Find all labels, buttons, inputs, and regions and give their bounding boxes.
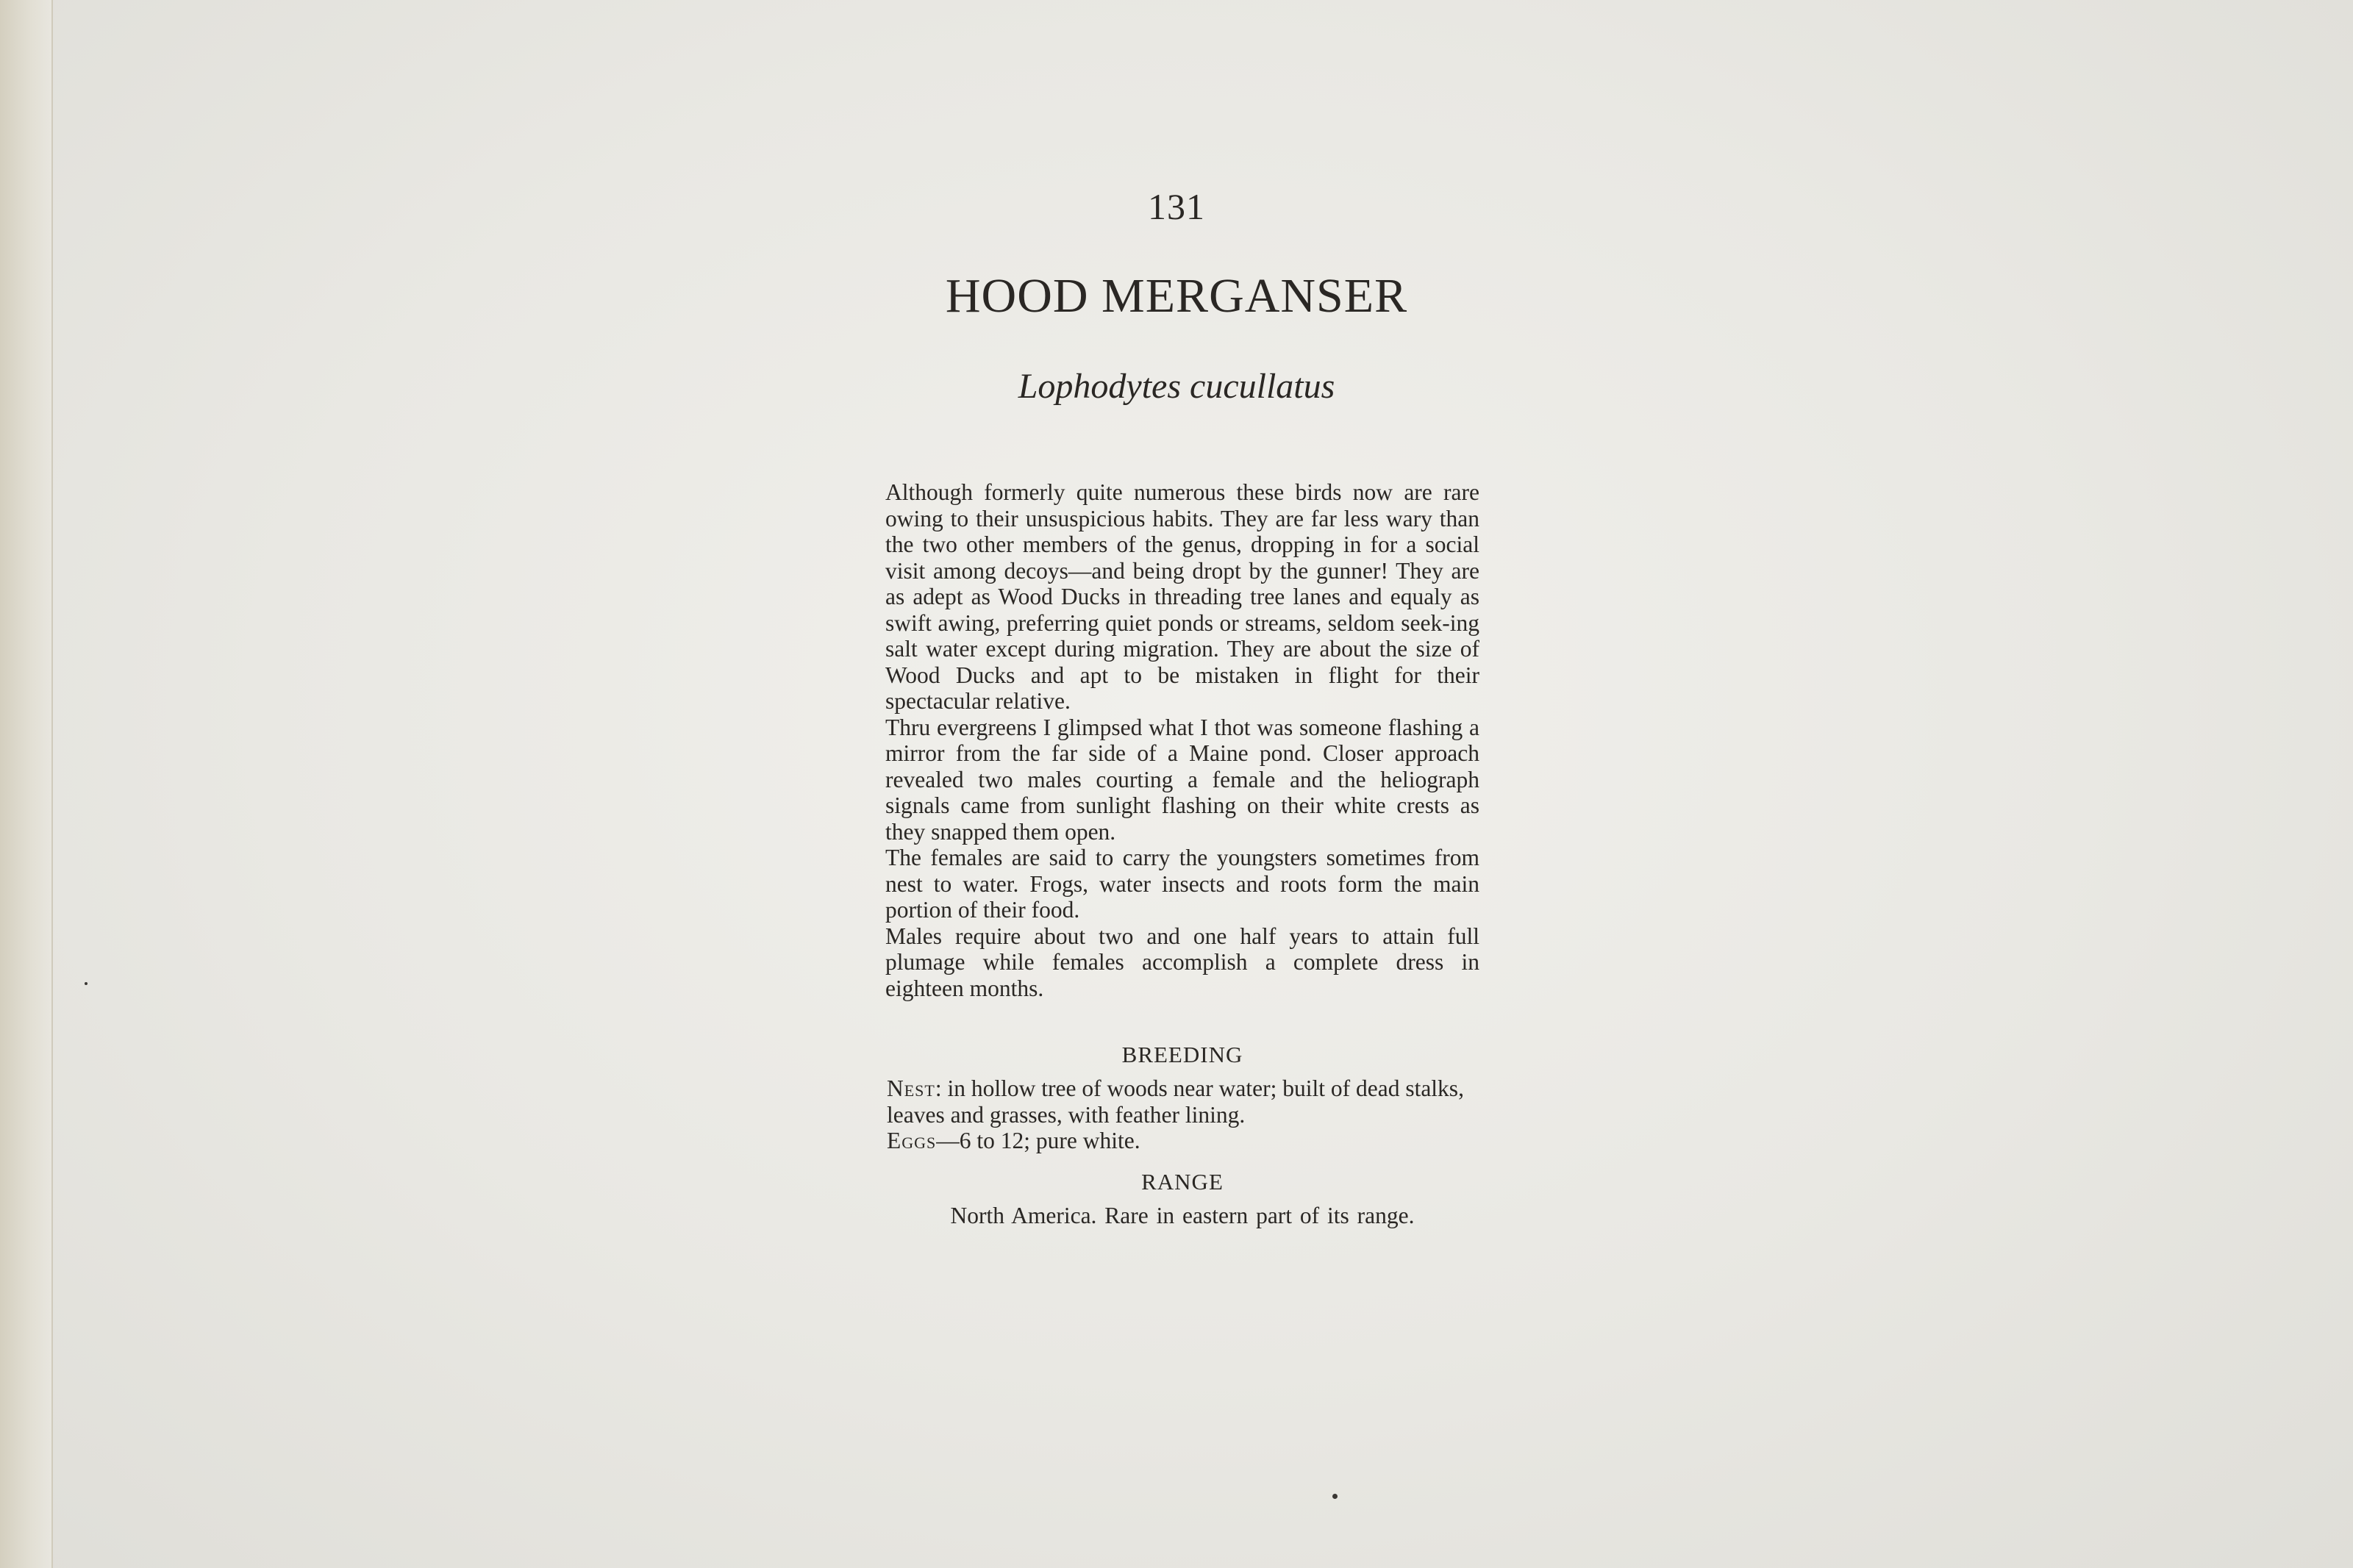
nest-line [887, 1075, 1481, 1128]
body-paragraph: Thru evergreens I glimpsed what I thot was someone flashing a mirror from the far side of a Maine pond. Closer approach revealed two males courting a female and the heliograph signals came from sunlight flashing on their white crests as they snapped them open. [885, 714, 1479, 845]
body-text [885, 479, 1479, 1001]
eggs-label: Eggs [887, 1128, 937, 1153]
breeding-heading: BREEDING [1121, 1042, 1243, 1067]
nest-label: Nest [887, 1075, 935, 1101]
eggs-line [887, 1128, 1481, 1154]
body-paragraph: Although formerly quite numerous these birds now are rare owing to their unsuspicious habits. They are far less wary than the two other members of the genus, dropping in for a social visit among decoys—and being dropt by the gunner! They are as adept as Wood Ducks in threading tree lanes and equaly as swift awing, preferring quiet ponds or streams, seldom seek-ing salt water except during migration. They are about the size of Wood Ducks and apt to be mistaken in flight for their spectacular relative. [885, 479, 1479, 714]
range-heading: RANGE [1141, 1169, 1224, 1195]
paper-speck [85, 982, 88, 985]
eggs-text: —6 to 12; pure white. [936, 1128, 1140, 1153]
breeding-section [887, 1075, 1481, 1154]
page-number: 131 [1148, 186, 1205, 227]
binding-edge [0, 0, 53, 1568]
latin-name: Lophodytes cucullatus [1018, 367, 1335, 406]
page-title: HOOD MERGANSER [945, 269, 1408, 323]
paper-speck [1332, 1494, 1338, 1499]
body-paragraph: The females are said to carry the youngsters sometimes from nest to water. Frogs, water insects and roots form the main portion of their food. [885, 845, 1479, 923]
body-paragraph: Males require about two and one half years to attain full plumage while females accomplish a complete dress in eighteen months. [885, 923, 1479, 1001]
nest-text: : in hollow tree of woods near water; built of dead stalks, leaves and grasses, with feather lining. [887, 1075, 1464, 1128]
range-text: North America. Rare in eastern part of its range. [950, 1203, 1415, 1228]
